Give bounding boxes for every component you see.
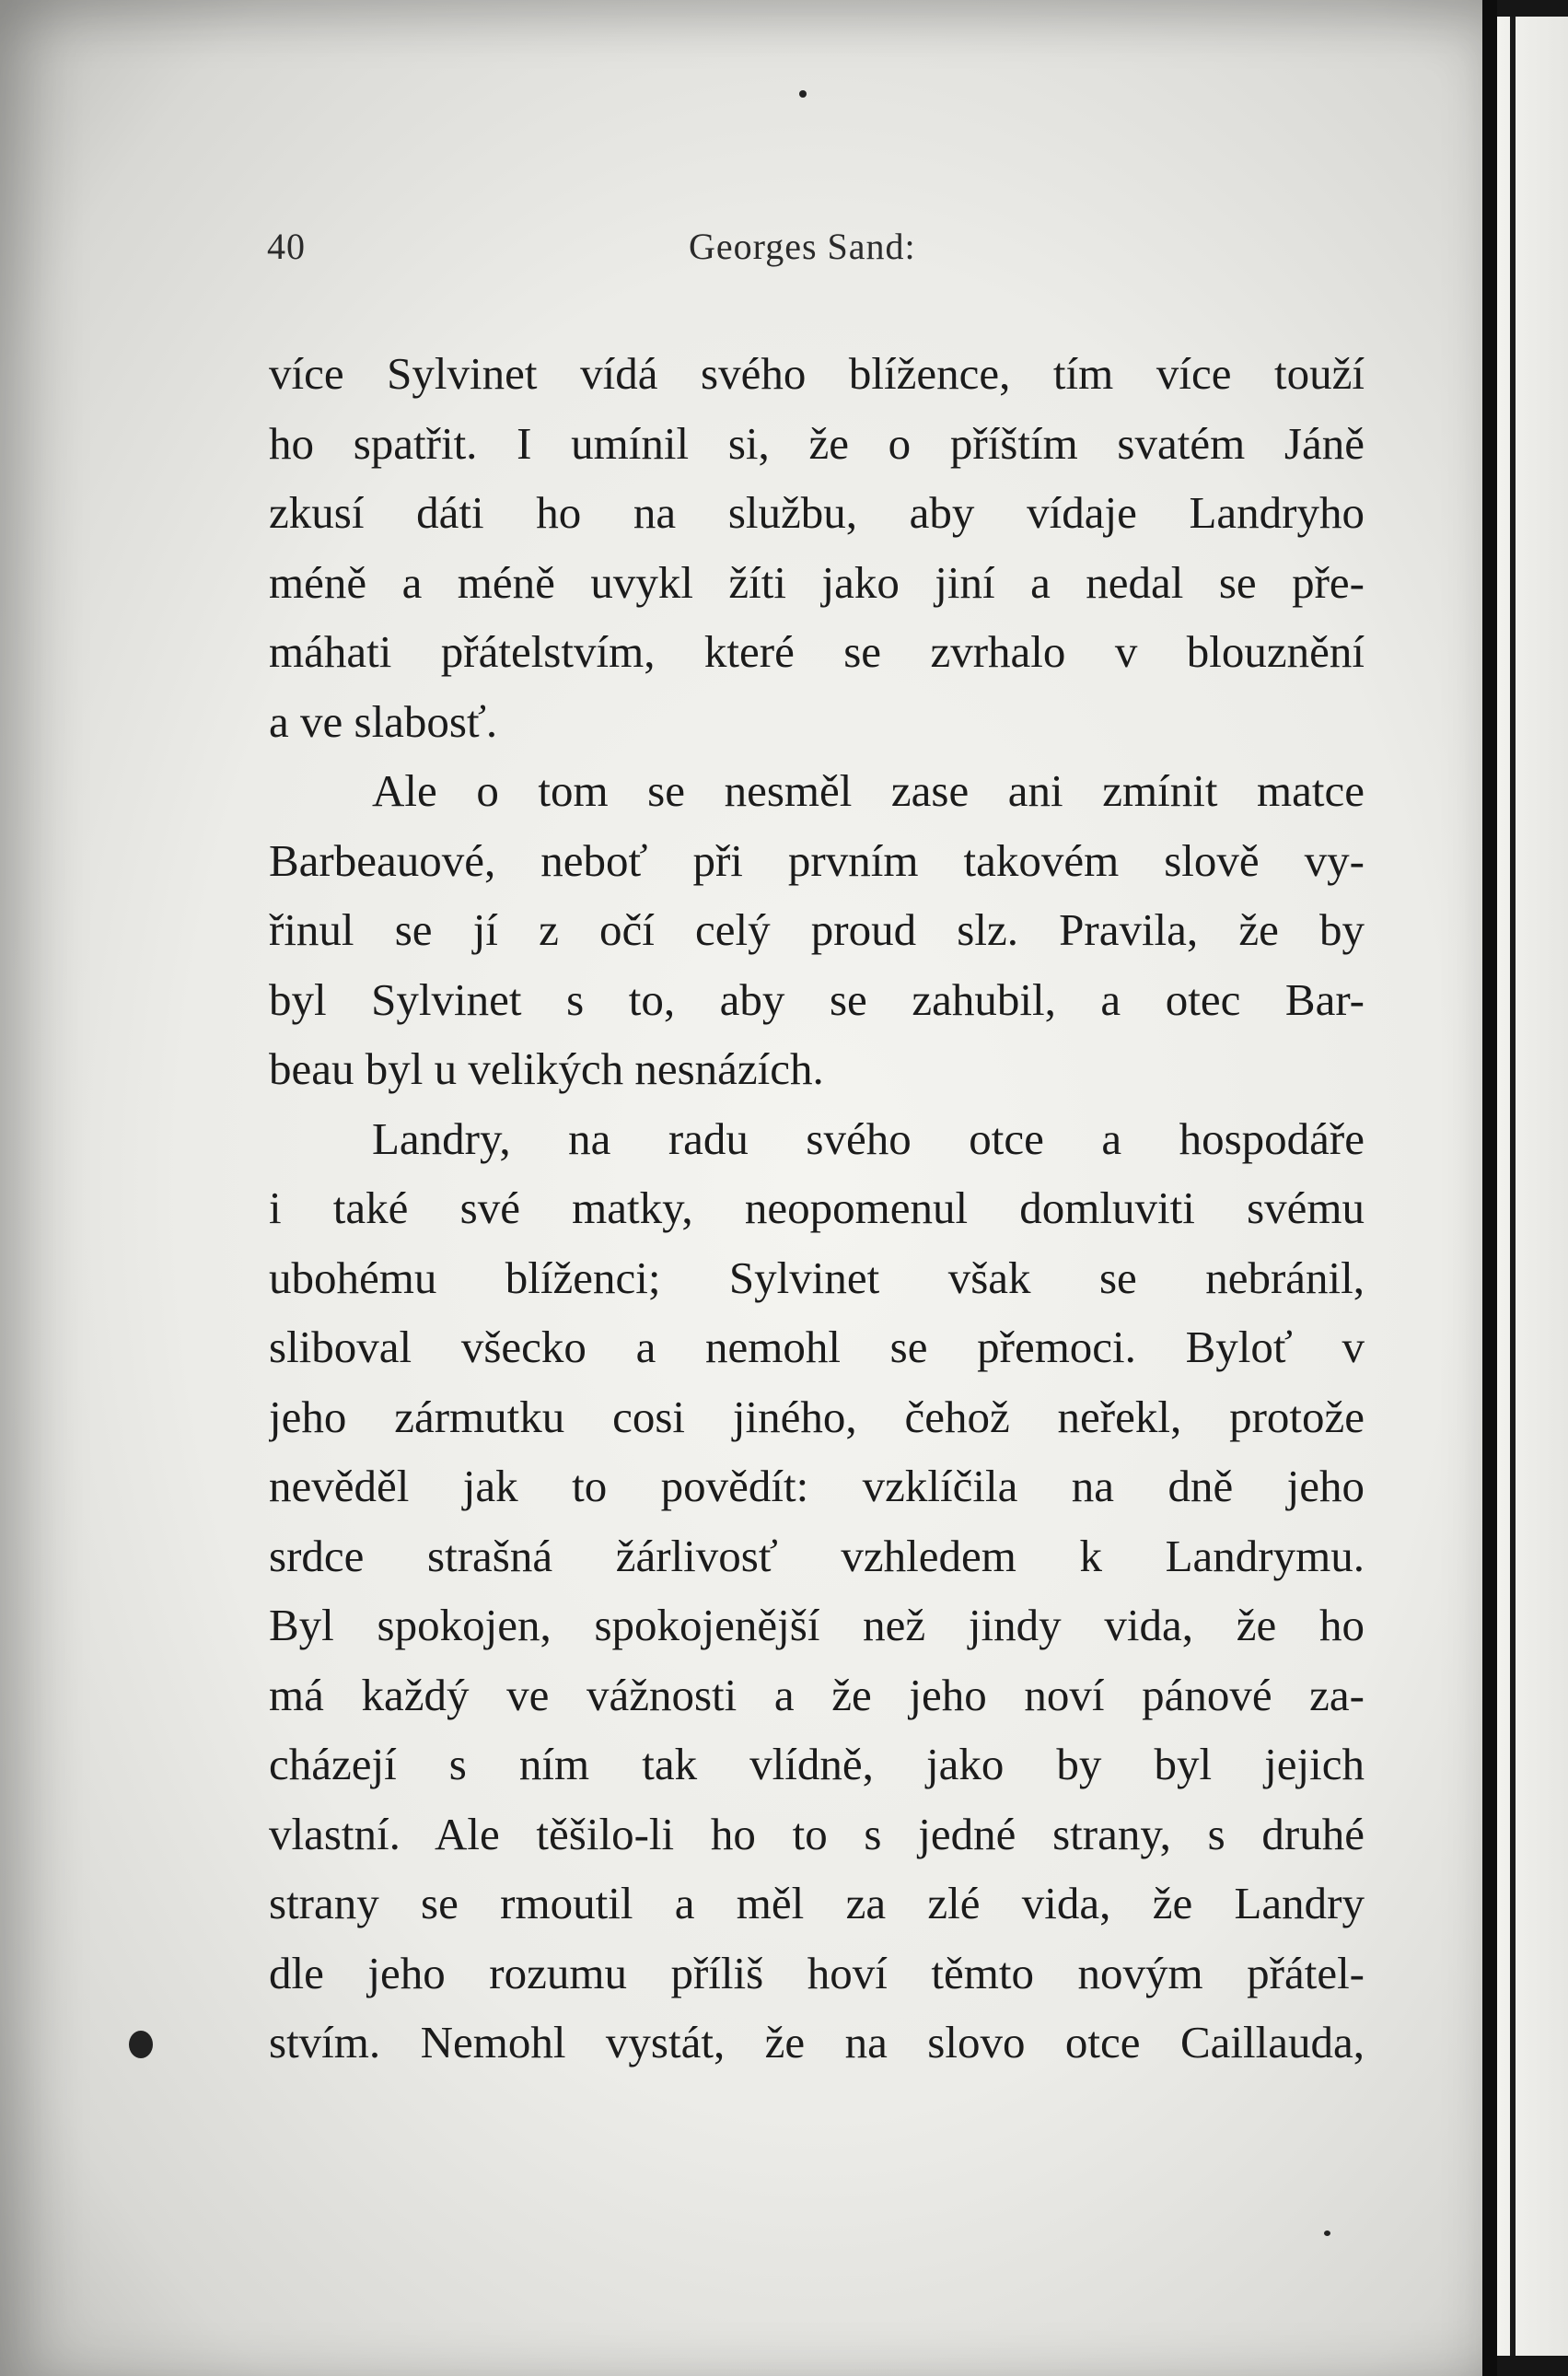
- book-spine-shadow: [1482, 0, 1497, 2376]
- text-line: stvím. Nemohl vystát, že na slovo otce Caillauda,: [269, 2017, 1365, 2067]
- text-line: sliboval všecko a nemohl se přemoci. Byloť v: [269, 1322, 1365, 1372]
- text-line: zkusí dáti ho na službu, aby vídaje Landryho: [269, 487, 1365, 538]
- text-line: má každý ve vážnosti a že jeho noví pánové za-: [269, 1669, 1365, 1720]
- text-line: ubohému blíženci; Sylvinet však se nebránil,: [269, 1252, 1365, 1303]
- text-line: vlastní. Ale těšilo-li ho to s jedné strany, s druhé: [269, 1808, 1365, 1859]
- text-line: Landry, na radu svého otce a hospodáře: [372, 1112, 1365, 1164]
- text-line: nevěděl jak to povědít: vzklíčila na dně jeho: [269, 1461, 1365, 1511]
- text-line: jeho zármutku cosi jiného, čehož neřekl, protože: [269, 1391, 1365, 1442]
- text-line: řinul se jí z očí celý proud slz. Pravila, že by: [269, 904, 1365, 955]
- adjacent-page-edge: [1497, 17, 1568, 2356]
- ink-speck: [1324, 2230, 1330, 2236]
- text-line: strany se rmoutil a měl za zlé vida, že Landry: [269, 1878, 1365, 1928]
- text-line: i také své matky, neopomenul domluviti svému: [269, 1182, 1365, 1233]
- page-edge-line: [1510, 17, 1516, 2356]
- text-line: Ale o tom se nesměl zase ani zmínit matce: [372, 765, 1365, 816]
- ink-speck: [799, 90, 807, 98]
- text-line: dle jeho rozumu příliš hoví těmto novým přátel-: [269, 1947, 1365, 1998]
- text-line: méně a méně uvykl žíti jako jiní a nedal se pře-: [269, 556, 1365, 608]
- text-line: Barbeauové, neboť při prvním takovém slově vy-: [269, 834, 1365, 886]
- text-line: máhati přátelstvím, které se zvrhalo v blouznění: [269, 626, 1365, 677]
- text-line: cházejí s ním tak vlídně, jako by byl jejich: [269, 1739, 1365, 1789]
- text-line: více Sylvinet vídá svého blížence, tím více touží: [269, 348, 1365, 399]
- page-header: [267, 225, 1363, 271]
- ink-speck: [129, 2031, 153, 2058]
- body-text: [269, 339, 1365, 2078]
- page-number: 40: [267, 226, 306, 267]
- text-line: ho spatřit. I umínil si, že o příštím svatém Jáně: [269, 417, 1365, 469]
- text-line: srdce strašná žárlivosť vzhledem k Landrymu.: [269, 1530, 1365, 1581]
- text-line: byl Sylvinet s to, aby se zahubil, a otec Bar-: [269, 973, 1365, 1025]
- text-line: Byl spokojen, spokojenější než jindy vida, že ho: [269, 1600, 1365, 1650]
- text-line: a ve slabosť.: [269, 695, 498, 747]
- text-line: beau byl u velikých nesnázích.: [269, 1043, 824, 1094]
- running-title: Georges Sand:: [689, 226, 916, 267]
